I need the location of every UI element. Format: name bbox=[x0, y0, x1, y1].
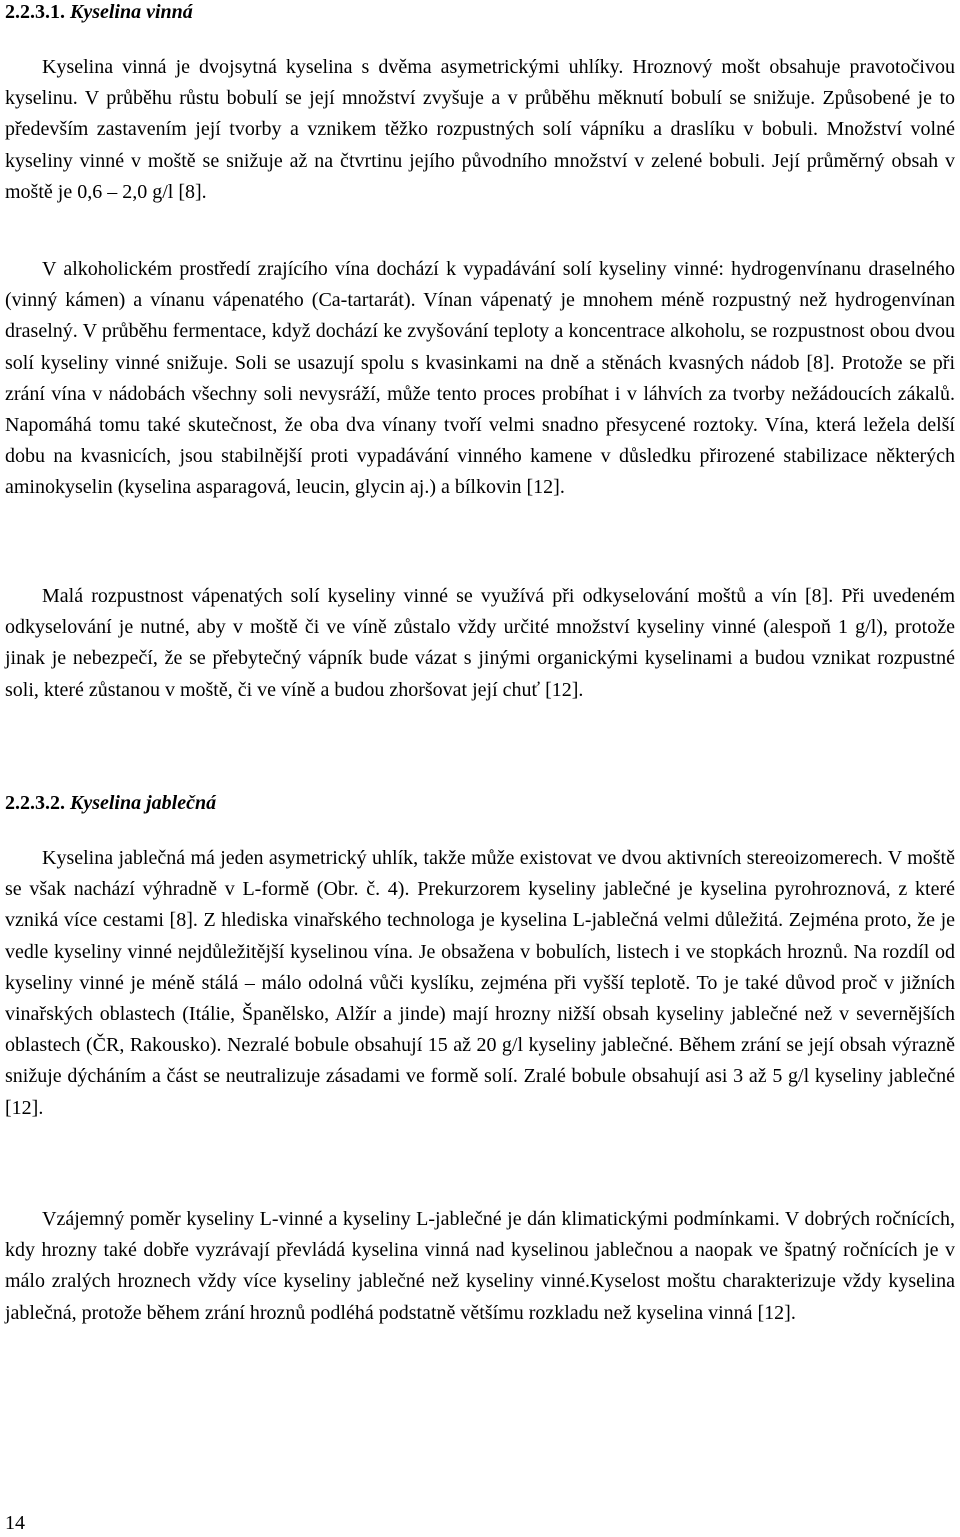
section-heading-tartaric-acid bbox=[5, 0, 193, 24]
section-title: Kyselina jablečná bbox=[70, 792, 217, 814]
paragraph: Malá rozpustnost vápenatých solí kyseliny vinné se využívá při odkyselování moštů a vín [8]. Při uvedeném odkyselování je nutné, aby v moště či ve víně zůstalo vždy určité množství kyseliny vinné (alespoň 1 g/l), protože jinak je nebezpečí, že se přebytečný vápník bude vázat s jinými organickými kyselinami a budou vznikat rozpustné soli, které zůstanou v moště, či ve víně a budou zhoršovat její chuť [12]. bbox=[5, 585, 955, 701]
paragraph: Vzájemný poměr kyseliny L-vinné a kyseliny L-jablečné je dán klimatickými podmínkami. V dobrých ročnících, kdy hrozny také dobře vyzrávají převládá kyselina vinná nad kyselinou jablečnou a naopak ve špatný ročnících je v málo zralých hroznech vždy více kyseliny jablečné než kyseliny vinné.Kyselost moštu charakterizuje vždy kyselina jablečná, protože během zrání hroznů podléhá podstatně většímu rozkladu než kyselina vinná [12]. bbox=[5, 1208, 955, 1324]
page-number: 14 bbox=[5, 1512, 25, 1534]
paragraph: Kyselina jablečná má jeden asymetrický uhlík, takže může existovat ve dvou aktivních stereoizomerech. V moště se však nachází výhradně v L-formě (Obr. č. 4). Prekurzorem kyseliny jablečné je kyselina pyrohroznová, z které vzniká více cestami [8]. Z hlediska vinařského technologa je kyselina L-jablečná velmi důležitá. Zejména proto, že je vedle kyseliny vinné nejdůležitější kyselinou vína. Je obsažena v bobulích, listech i ve stopkách hroznů. Na rozdíl od kyseliny vinné je méně stálá – málo odolná vůči kyslíku, zejména při vyšší teplotě. To je také důvod proč v jižních vinařských oblastech (Itálie, Španělsko, Alžír a jinde) mají hrozny nižší obsah kyseliny jablečné než v severnějších oblastech (ČR, Rakousko). Nezralé bobule obsahují 15 až 20 g/l kyseliny jablečné. Během zrání se její obsah výrazně snižuje dýcháním a část se neutralizuje zásadami ve formě solí. Zralé bobule obsahují asi 3 až 5 g/l kyseliny jablečné [12]. bbox=[5, 847, 955, 1119]
paragraph: Kyselina vinná je dvojsytná kyselina s dvěma asymetrickými uhlíky. Hroznový mošt obsahuje pravotočivou kyselinu. V průběhu růstu bobulí se její množství zvyšuje a v průběhu měknutí bobulí se snižuje. Způsobené je to především zastavením její tvorby a vznikem těžko rozpustných solí vápníku a draslíku v bobuli. Množství volné kyseliny vinné v moště se snižuje až na čtvrtinu jejího původního množství v zelené bobuli. Její průměrný obsah v moště je 0,6 – 2,0 g/l [8]. bbox=[5, 56, 955, 203]
section-heading-malic-acid bbox=[5, 791, 216, 815]
section-number: 2.2.3.2. bbox=[5, 792, 65, 814]
section-title: Kyselina vinná bbox=[70, 1, 193, 23]
section-number: 2.2.3.1. bbox=[5, 1, 65, 23]
paragraph: V alkoholickém prostředí zrajícího vína dochází k vypadávání solí kyseliny vinné: hydrogenvínanu draselného (vinný kámen) a vínanu vápenatého (Ca-tartarát). Vínan vápenatý je mnohem méně rozpustný než hydrogenvínan draselný. V průběhu fermentace, když dochází ke zvyšování teploty a koncentrace alkoholu, se rozpustnost obou dvou solí kyseliny vinné snižuje. Soli se usazují spolu s kvasinkami na dně a stěnách kvasných nádob [8]. Protože se při zrání vína v nádobách všechny soli nevysráží, může tento proces probíhat i v láhvích za tvorby nežádoucích zákalů. Napomáhá tomu také skutečnost, že oba dva vínany tvoří velmi snadno přesycené roztoky. Vína, která ležela delší dobu na kvasnicích, jsou stabilnější proti vypadávání vinného kamene v důsledku přirozené stabilizace některých aminokyselin (kyselina asparagová, leucin, glycin aj.) a bílkovin [12]. bbox=[5, 258, 955, 499]
